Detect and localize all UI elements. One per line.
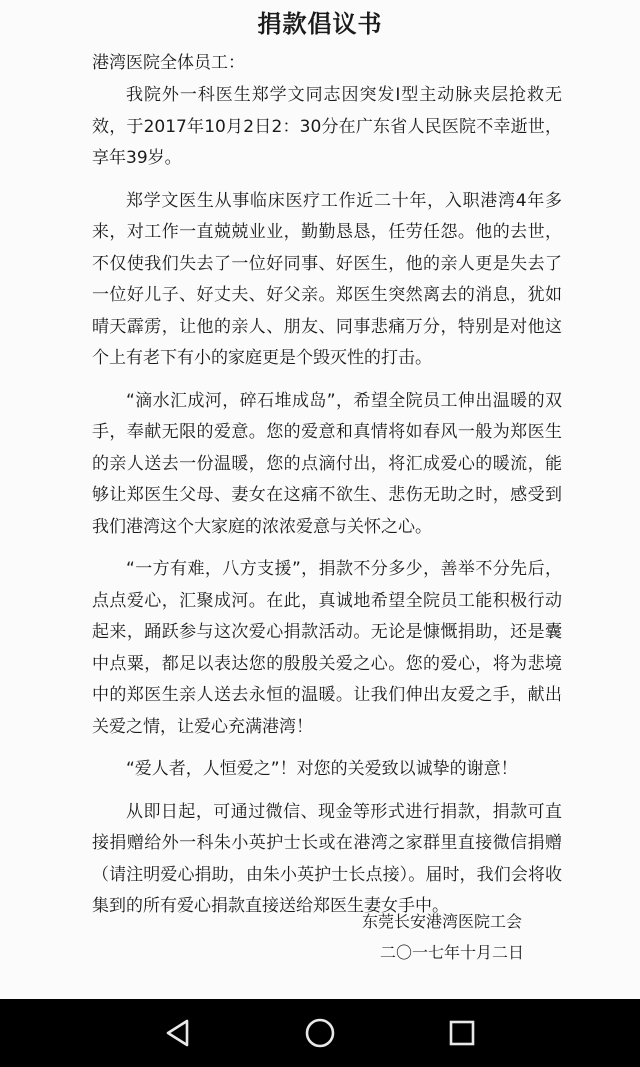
back-triangle-icon: [163, 1018, 193, 1048]
document-title: 捐款倡议书: [257, 10, 383, 38]
signature-organization: 东莞长安港湾医院工会: [362, 912, 523, 931]
recents-square-icon: [447, 1018, 477, 1048]
salutation: 港湾医院全体员工：: [92, 53, 245, 73]
android-navigation-bar: [0, 999, 640, 1067]
home-button[interactable]: [300, 1013, 340, 1053]
back-button[interactable]: [158, 1013, 198, 1053]
paragraph-5: “爱人者，人恒爱之”！对您的关爱致以诚挚的谢意！: [126, 759, 518, 779]
document-body: [92, 80, 562, 923]
signature-date: 二〇一七年十月二日: [380, 943, 525, 962]
recents-button[interactable]: [442, 1013, 482, 1053]
paragraph-2: 郑学文医生从事临床医疗工作近二十年，入职港湾4年多来，对工作一直兢兢业业，勤勤恳恳，任劳任怨。他的去世，不仅使我们失去了一位好同事、好医生，他的亲人更是失去了一位好儿子、好丈夫、好父亲。郑医生突然离去的消息，犹如晴天霹雳，让他的亲人、朋友、同事悲痛万分，特别是对他这个上有老下有小的家庭更是个毁灭性的打击。: [92, 190, 562, 368]
paragraph-1: 我院外一科医生郑学文同志因突发Ⅰ型主动脉夹层抢救无效，于2017年10月2日2：30分在广东省人民医院不幸逝世，享年39岁。: [92, 85, 562, 168]
paragraph-4: “一方有难，八方支援”，捐款不分多少，善举不分先后，点点爱心，汇聚成河。在此，真诚地希望全院员工能积极行动起来，踊跃参与这次爱心捐款活动。无论是慷慨捐助，还是囊中点粟，都足以表达您的殷殷关爱之心。您的爱心，将为悲境中的郑医生亲人送去永恒的温暖。让我们伸出友爱之手，献出关爱之情，让爱心充满港湾！: [92, 559, 562, 737]
paragraph-3: “滴水汇成河，碎石堆成岛”，希望全院员工伸出温暖的双手，奉献无限的爱意。您的爱意和真情将如春风一般为郑医生的亲人送去一份温暖，您的点滴付出，将汇成爱心的暖流，能够让郑医生父母、妻女在这痛不欲生、悲伤无助之时，感受到我们港湾这个大家庭的浓浓爱意与关怀之心。: [92, 390, 562, 537]
home-circle-icon: [304, 1017, 336, 1049]
paragraph-6: 从即日起，可通过微信、现金等形式进行捐款，捐款可直接捐赠给外一科朱小英护士长或在港湾之家群里直接微信捐赠（请注明爱心捐助，由朱小英护士长点接）。届时，我们会将收集到的所有爱心捐款直接送给郑医生妻女手中。: [92, 801, 562, 916]
